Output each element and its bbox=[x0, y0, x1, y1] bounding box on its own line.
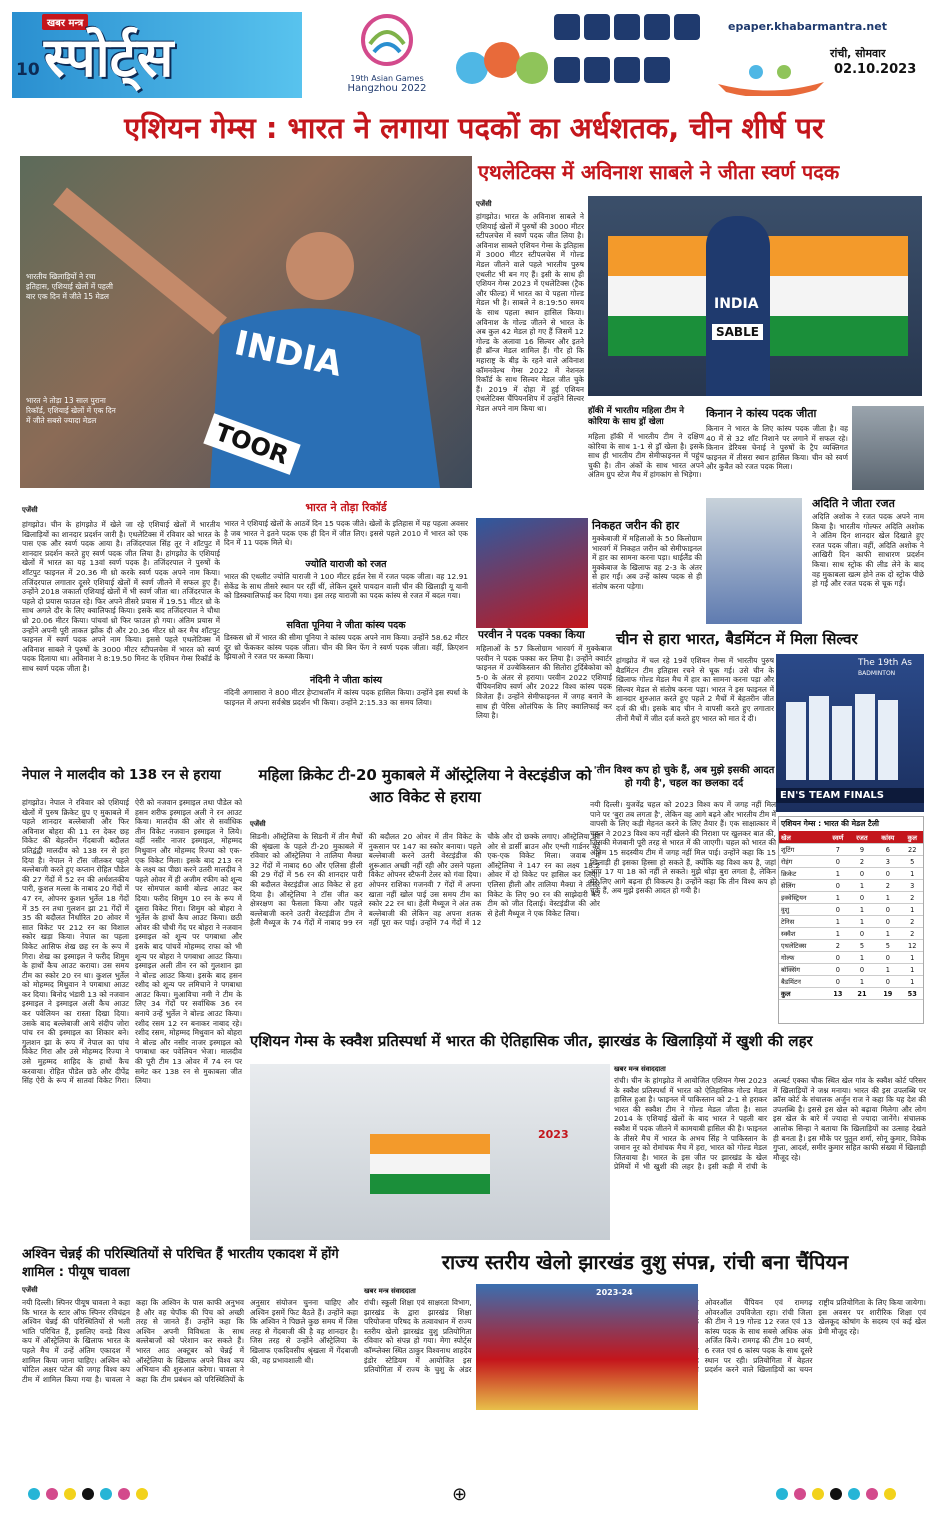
medal-table-cell: 1 bbox=[874, 964, 901, 976]
medal-table-cell: टेनिस bbox=[779, 916, 826, 928]
medal-table-cell: रोइंग bbox=[779, 856, 826, 868]
kinan-text: किनान ने भारत के लिए कांस्य पदक जीता है। वह 40 में से 32 शॉट निशाने पर लगाने में सफल रहे। किनान डेरियस चेनाई ने पुरुषों के ट्रैप व्यक्तिगत फाइनल में तीसरा स्थान हासिल किया। चीन को स्वर्ण और कुवैत को रजत पदक मिला। bbox=[706, 424, 848, 472]
medal-table-cell: शूटिंग bbox=[779, 844, 826, 856]
ashwin-text: नयी दिल्ली। स्पिनर पीयूष चावला ने कहा कि भारत के स्टार ऑफ स्पिनर रविचंद्रन अश्विन चेन्नई की परिस्थितियों से भली भांति परिचित हैं, इसलिए वनडे विश्व कप में ऑस्ट्रेलिया के खिलाफ भारत के पहले मैच में उन्हें अंतिम एकादश में शामिल किया जाना चाहिए। अश्विन को चोटिल अक्षर पटेल की जगह विश्व कप टीम में शामिल किया गया है। चावला ने कहा कि अश्विन के पास काफी अनुभव है और वह चेपॉक की पिच को अच्छी तरह से जानते हैं। उन्होंने कहा कि अश्विन अपनी विविधता के साथ बल्लेबाजों को परेशान कर सकते हैं। भारत आठ अक्टूबर को चेन्नई में ऑस्ट्रेलिया के खिलाफ अपने विश्व कप अभियान की शुरुआत करेगा। चावला ने कहा कि टीम प्रबंधन को परिस्थितियों के अनुसार संयोजन चुनना चाहिए और अश्विन इसमें फिट बैठते हैं। उन्होंने कहा कि अश्विन ने पिछले कुछ समय में जिस तरह से गेंदबाजी की है वह शानदार है। जिस तरह से उन्होंने ऑस्ट्रेलिया के खिलाफ एकदिवसीय श्रृंखला में गेंदबाजी की, वह प्रभावशाली थी। bbox=[22, 1298, 358, 1384]
nandini-sub: नंदिनी ने जीता कांस्य bbox=[309, 675, 383, 686]
medal-table-cell: 1 bbox=[850, 904, 874, 916]
medal-table-row bbox=[779, 904, 923, 916]
sable-photo bbox=[588, 196, 922, 396]
toor-caption-1: भारतीय खिलाड़ियों ने रचा इतिहास, एशियाई खेलों में पहली बार एक दिन में जीते 15 मेडल bbox=[26, 272, 113, 301]
nikhat-photo bbox=[476, 518, 588, 628]
medal-table-row bbox=[779, 964, 923, 976]
toor-photo bbox=[20, 156, 472, 488]
squash-photo bbox=[250, 1064, 610, 1240]
shooting-icon bbox=[614, 57, 640, 83]
medal-table-cell: 1 bbox=[901, 964, 923, 976]
yarraji-sub: ज्योति याराजी को रजत bbox=[305, 559, 387, 570]
main-story-agency: एजेंसी bbox=[22, 506, 38, 514]
medal-table-cell: 0 bbox=[826, 880, 850, 892]
medal-table-row bbox=[779, 892, 923, 904]
parveen-title: परवीन ने पदक पक्का किया bbox=[478, 629, 585, 641]
medal-table-cell: 1 bbox=[850, 880, 874, 892]
record-box bbox=[224, 500, 468, 752]
medal-table-cell: 1 bbox=[850, 976, 874, 988]
wushu-photo bbox=[476, 1284, 698, 1410]
sable-shirt-text: INDIA bbox=[714, 296, 759, 312]
cycling-icon bbox=[614, 14, 640, 40]
medal-table-row bbox=[779, 976, 923, 988]
medal-table-cell: 2 bbox=[901, 892, 923, 904]
archery-icon bbox=[554, 57, 580, 83]
page-number: 10 bbox=[16, 60, 40, 80]
nepal-title: नेपाल ने मालदीव को 138 रन से हराया bbox=[22, 767, 221, 783]
medal-table-cell: 0 bbox=[874, 868, 901, 880]
medal-table-cell: 2 bbox=[874, 880, 901, 892]
masthead bbox=[12, 12, 936, 98]
cricket-agency: एजेंसी bbox=[250, 820, 266, 828]
medal-table-cell: 1 bbox=[850, 916, 874, 928]
squash-title: एशियन गेम्स के स्क्वैश प्रतिस्पर्धा में भारत की ऐतिहासिक जीत, झारखंड के खिलाड़ियों में खुशी की लहर bbox=[250, 1032, 813, 1050]
nikhat-title: निकहत जरीन की हार bbox=[592, 519, 680, 532]
squash-credit: खबर मन्त्र संवाददाता bbox=[614, 1065, 666, 1073]
medal-table-header: कुल bbox=[901, 832, 923, 844]
badminton-photo bbox=[776, 654, 924, 812]
athletics-icon bbox=[554, 14, 580, 40]
toor-caption-2: भारत ने तोड़ा 13 साल पुराना रिकॉर्ड, एशियाई खेलों में एक दिन में जीते सबसे ज्यादा मेडल bbox=[26, 396, 116, 425]
medal-table-cell: 5 bbox=[850, 940, 874, 952]
medal-table-cell: 21 bbox=[850, 988, 874, 1000]
medal-table-cell: 0 bbox=[826, 976, 850, 988]
badminton-text: हांगझोउ में चल रहे 19वें एशियन गेम्स में भारतीय पुरुष बैडमिंटन टीम इतिहास रचने से चूक गई। उसे चीन के खिलाफ गोल्ड मेडल मैच में हार का सामना करना पड़ा और सिल्वर मेडल से संतोष करना पड़ा। भारत ने इस फाइनल में शानदार शुरुआत करते हुए पहले 2 मैचों में बेहतरीन जीत दर्ज की थी। इसके बाद चीन ने वापसी करते हुए लगातार तीनों मैचों में जीत दर्ज करते हुए भारत को मात दे दी। bbox=[616, 656, 774, 723]
nandini-text: नंदिनी अगासारा ने 800 मीटर हेप्टाथलॉन में कांस्य पदक हासिल किया। उन्होंने इस स्पर्धा के फाइनल में अपना सर्वश्रेष्ठ प्रदर्शन भी किया। उन्होंने 2:15.33 का समय लिया। bbox=[224, 688, 468, 707]
medal-table-cell: बॉक्सिंग bbox=[779, 964, 826, 976]
record-title: भारत ने तोड़ा रिकॉर्ड bbox=[305, 501, 387, 514]
nepal-text: हांगझोउ। नेपाल ने रविवार को एशियाई खेलों में पुरुष क्रिकेट ग्रुप ए मुकाबले में पहले शानदार बल्लेबाजी और फिर अविनाश बोहरा की 11 रन देकर छह विकेट की बेहतरीन गेंदबाजी बदौलत प्रतिद्वंद्वी मालदीव को 138 रन से हरा दिया है। नेपाल ने टॉस जीतकर पहले बल्लेबाजी करते हुए कप्तान रोहित पौडेल की 27 गेंदों में 52 रन की अर्धशतकीय पारी, कुशल मल्ला के नाबाद 20 गेंदों में 47 रन, ओपनर कुशल भुर्तेल 18 गेंदों में 35 रन तथा गुलशन झा 21 गेंदों में 35 की बदौलत निर्धारित 20 ओवर में सात विकेट पर 212 रन का विशाल स्कोर खड़ा किया। नेपाल का पहला विकेट आसिफ शेख छह रन के रूप में गिरा। शेख का इस्माइल ने फरीद शिमुम के हाथों कैच आउट कराया। उस समय टीम का स्कोर 20 रन था। कुशल भुर्तेल को मोहम्मद मिथुवान ने पगबाधा आउट कर दिया। बिनोद भंडारी 13 को नजवान इस्माइल ने इस्माइल अली कैच आउट कर पवेलियन का रास्ता दिखा दिया। उसके बाद बल्लेबाजी आये संदीप जोरा पांच रन की इस्माइल का शिकार बने। गुलशन झा के रूप में नेपाल का पांच विकेट गिरा और उसे मोहम्मद रिज्या ने उसे मुहम्मद शाहिद के हाथों कैच करवाया। रोहित पौडेल छठे और दीपेंद्र सिंह ऐरी के रूप में सातवां विकेट गिरा। ऐरी को नजवान इस्माइल तथा पौडेल को हसन शरीफ इस्माइल अली ने रन आउट किया। मालदीव की ओर से सर्वाधिक तीन विकेट नजवान इस्माइल ने लिये। वहीं नसीर नाजर इस्माइल, मोहम्मद मिथुवान और मोहम्मद रिज्या को एक-एक विकेट मिला। इसके बाद 213 रन के लक्ष्य का पीछा करने उतरी मालदीव ने पहले ओवर में ही अजीम रफीग को शून्य पर सोमपाल कामी बोल्ड आउट कर दिया। फरीद शिमुम 10 रन के रूप में दूसरा विकेट गिरा। शिमुम को बोहरा ने भुर्तेल के हाथों कैच आउट किया। छठी ओवर की चौथी गेंद पर बोहरा ने नजवान इस्माइल को शून्य पर पगबाधा और इसके बाद पांचवें मोहम्मद राफा को भी शून्य पर बोहरा ने पगबाधा आउट किया। इस्माइल अली तीन रन को गुलशान झा ने बोल्ड आउट किया। इसके बाद हसन रशीद को शून्य पर लमिचाने ने पगबाधा आउट किया। मुआविचा नमी ने टीम के लिए 34 गेंदों पर सर्वाधिक 36 रन बनाये उन्हें भुर्तेल ने बोल्ड आउट किया। रशीद रसम 12 रन बनाकर नाबाद रहे। रशीद रसम, मोहम्मद मिथुवान को बोहरा ने बोल्ड और नसीर नाजर इस्माइल को पगबाधा कर पवेलियन भेजा। मालदीव की पूरी टीम 13 ओवर में 74 रन पर समेट कर 138 रन से मुकाबला जीत लिया। bbox=[22, 798, 242, 1086]
epaper-url[interactable]: epaper.khabarmantra.net bbox=[728, 20, 887, 33]
medal-table-header: रजत bbox=[850, 832, 874, 844]
wushu-text: रांची। स्कूली शिक्षा एवं साक्षरता विभाग, झारखंड के द्वारा झारखंड शिक्षा परियोजना परिषद के तत्वावधान में राज्य स्तरीय खेलो झारखंड वुशु प्रतियोगिता रविवार को संपन्न हो गया। मेगा स्पोर्ट्स कॉम्प्लेक्स स्थित ठाकुर विश्वनाथ शाहदेव इंडोर स्टेडियम में आयोजित इस प्रतियोगिता में राज्य के चुशु के अंडर ओवरऑल चैंपियन एवं रामगढ़ ओवरऑल उपविजेता रहा। रांची जिला की टीम ने 19 गोल्ड 12 रजत एवं 13 कांस्य पदक के साथ सबसे अधिक अंक अर्जित किये। रामगढ़ की टीम 10 स्वर्ण, 6 रजत एवं 6 कांस्य पदक के साथ दूसरे स्थान पर रही। प्रतियोगिता में बेहतर प्रदर्शन करने वाले खिलाड़ियों का चयन राष्ट्रीय प्रतियोगिता के लिए किया जायेगा। इस अवसर पर शारीरिक शिक्षा एवं खेलकूद कोषांग के सदस्य एवं कई खेल प्रेमी मौजूद रहे। bbox=[364, 1298, 926, 1375]
medal-table-cell: 1 bbox=[874, 928, 901, 940]
medal-table-cell: 6 bbox=[874, 844, 901, 856]
brand-name: खबर मन्त्र bbox=[47, 18, 84, 29]
athletics-headline: एथलेटिक्स में अविनाश साबले ने जीता स्वर्ण पदक bbox=[478, 160, 840, 184]
seema-sub: सविता पूनिया ने जीता कांस्य पदक bbox=[286, 620, 406, 631]
sable-bib: SABLE bbox=[712, 324, 763, 340]
medal-table-cell: 1 bbox=[901, 952, 923, 964]
medal-table-cell: 0 bbox=[874, 976, 901, 988]
medal-table-cell: 0 bbox=[850, 892, 874, 904]
medal-table-cell: 1 bbox=[901, 904, 923, 916]
cricket-text: सिडनी। ऑस्ट्रेलिया के सिडनी में तीन मैचों की श्रृंखला के पहले टी-20 मुकाबले में रविवार को ऑस्ट्रेलिया ने तालिया मैक्ग्रा 32 गेंदों में नाबाद 60 और एलिसा हीली की 29 गेंदों में 56 रन की शानदार पारी की बदौलत वेस्टइंडीज आठ विकेट से हरा दिया है। ऑस्ट्रेलिया ने टॉस जीत कर क्षेत्ररक्षण का फैसला किया और पहले बल्लेबाजी करने उतरी वेस्टइंडीज टीम ने हेली मैथ्यूज के 74 गेंदों में नाबाद 99 रन की बदौलत 20 ओवर में तीन विकेट के नुकसान पर 147 का स्कोर बनाया। पहले बल्लेबाजी करने उतरी वेस्टइंडीज की शुरूआत अच्छी नहीं रही और उसने पहला विकेट ओपनर स्टैफनी टेलर को गंवा दिया। ओपनर राशिका गजनवी 7 गेंदों में अपना खाता नहीं खोल पाई उस समय टीम का स्कोर 22 रन था। हेली मैथ्यूज ने अंत तक बल्लेबाजी की लेकिन वह अपना शतक नहीं पूरा कर पाई। उन्होंने 74 गेंदों में 12 चौके और दो छक्के लगाए। ऑस्ट्रेलिया की ओर से डार्सी ब्राउन और एश्ली गार्डनर को एक-एक विकेट मिला। जवाब में ऑस्ट्रेलिया ने 147 रन का लक्ष्य 18.2 ओवर में दो विकेट पर हासिल कर लिया। एलिसा हीली और तालिया मैक्ग्रा ने तीसरे विकेट के लिए 90 रन की साझेदारी कर टीम को जीत दिलाई। वेस्टइंडीज की ओर से हेली मैथ्यूज ने एक विकेट लिया। bbox=[250, 832, 600, 928]
nikhat-text: मुक्केबाजी में महिलाओं के 50 किलोग्राम भारवर्ग में निकहत जरीन को सेमीफाइनल में हार का सामना करना पड़ा। थाईलैंड की मुक्केबाज के खिलाफ वह 2-3 के अंतर से हार गईं। अब उन्हें कांस्य पदक से ही संतोष करना पड़ेगा। bbox=[592, 534, 702, 591]
medal-table bbox=[779, 832, 923, 1000]
nikhat-portrait bbox=[706, 498, 802, 624]
wushu-banner: 2023-24 bbox=[596, 1288, 633, 1297]
section-title: स्पोर्ट्स bbox=[44, 26, 174, 89]
issue-date: 02.10.2023 bbox=[834, 62, 917, 77]
medal-table-cell: गोल्फ bbox=[779, 952, 826, 964]
medal-table-title: एशियन गेम्स : भारत की मेडल टैली bbox=[779, 817, 923, 832]
games-event-name: 19th Asian Games bbox=[350, 74, 424, 83]
sport-icons-grid bbox=[554, 14, 702, 96]
swimming-icon bbox=[584, 14, 610, 40]
medal-table-cell: स्क्वैश bbox=[779, 928, 826, 940]
wrestling-icon bbox=[584, 57, 610, 83]
boxing-icon bbox=[644, 14, 670, 40]
medal-table-cell: 2 bbox=[901, 928, 923, 940]
medal-table-cell: 2 bbox=[850, 856, 874, 868]
footer-color-marks-left bbox=[28, 1488, 168, 1502]
badminton-banner: EN'S TEAM FINALS bbox=[776, 788, 924, 803]
wushu-credit: खबर मन्त्र संवाददाता bbox=[364, 1287, 416, 1295]
games-city: Hangzhou 2022 bbox=[347, 83, 427, 94]
toor-shirt-text: INDIA bbox=[231, 323, 346, 385]
medal-table-cell: 3 bbox=[901, 880, 923, 892]
gymnastics-icon bbox=[674, 14, 700, 40]
dragon-boat-icon bbox=[716, 48, 826, 96]
main-headline-text: एशियन गेम्स : भारत ने लगाया पदकों का अर्धशतक, चीन शीर्ष पर bbox=[124, 111, 824, 145]
medal-table-cell: सेलिंग bbox=[779, 880, 826, 892]
medal-table-cell: 13 bbox=[826, 988, 850, 1000]
squash-wall-sign: 2023 bbox=[538, 1128, 569, 1141]
medal-table-row bbox=[779, 940, 923, 952]
record-text: भारत ने एशियाई खेलों के आठवें दिन 15 पदक जीते। खेलों के इतिहास में यह पहला अवसर है जब भारत ने इतने पदक एक ही दिन में जीत लिए। इससे पहले 2010 में भारत को एक दिन में 11 पदक मिले थे। bbox=[224, 519, 468, 548]
mascots-left bbox=[452, 30, 552, 92]
medal-table-cell: 0 bbox=[826, 964, 850, 976]
squash-flag bbox=[370, 1134, 490, 1194]
hockey-text: महिला हॉकी में भारतीय टीम ने दक्षिण कोरिया के साथ 1-1 से ड्रॉ खेला है। इसके साथ ही भारतीय टीम सेमीफाइनल में पहुंच चुकी है। तीन अंकों के साथ भारत अपने अंतिम ग्रुप स्टेज मैच में हांगकांग से भिड़ेगा। bbox=[588, 432, 704, 480]
medal-table-cell: बैडमिंटन bbox=[779, 976, 826, 988]
medal-table-cell: 1 bbox=[826, 868, 850, 880]
ashwin-agency: एजेंसी bbox=[22, 1286, 38, 1294]
medal-table-cell: 1 bbox=[850, 952, 874, 964]
mascots-icon bbox=[452, 30, 552, 92]
medal-table-header: खेल bbox=[779, 832, 826, 844]
seema-text: डिस्कस थ्रो में भारत की सीमा पूनिया ने कांस्य पदक अपने नाम किया। उन्होंने 58.62 मीटर दूर थ्रो फेंककर कांस्य पदक जीता। चीन की बिन फेंग ने स्वर्ण पदक जीता। वहीं, क्रिएशन झियाओ ने रजत पर कब्जा किया। bbox=[224, 633, 468, 662]
parveen-text: महिलाओं के 57 किलोग्राम भारवर्ग में मुक्केबाज परवीन ने पदक पक्का कर लिया है। उन्होंने क्वार्टर फाइनल में उज्बेकिस्तान की सितोरा टुर्दिबेकोवा को 5-0 के अंतर से हराया। परवीन 2022 एशियाई चैंपियनशिप स्वर्ण और 2022 विश्व कांस्य पदक विजेता हैं। उन्होंने सेमीफाइनल में जगह बनाने के साथ ही पेरिस ओलंपिक के लिए क्वालिफाई कर लिया है। bbox=[476, 644, 612, 721]
sable-article: हांगझोउ। भारत के अविनाश साबले ने एशियाई खेलों में पुरुषों की 3000 मीटर स्टीपलचेस में स्वर्ण पदक जीत लिया है। अविनाश साबले एशियन गेम्स के इतिहास में 3000 मीटर स्टीपलचेस में गोल्ड मेडल जीतने वाले पहले भारतीय पुरुष एथलीट भी बन गए हैं। इसी के साथ ही एशियन गेम्स 2023 में एथलेटिक्स (ट्रैक और फील्ड) में भारत का ये पहला गोल्ड मेडल भी है। साबले ने 8:19:50 समय के साथ पहला स्थान हासिल किया। अविनाश के गोल्ड जीतने से भारत के अब कुल 42 मेडल हो गए हैं जिसमें 12 गोल्ड के अलावा 16 सिल्वर और इतने ही ब्रॉन्ज मेडल शामिल हैं। गौर हो कि महाराष्ट्र के बीड़ के रहने वाले अविनाश कॉमनवेल्थ गेम्स 2022 में नेशनल रिकॉर्ड के साथ सिल्वर मेडल जीत चुके हैं। 2019 में दोहा में हुई एशियन एथलेटिक्स चैंपियनशिप में उन्होंने सिल्वर मेडल अपने नाम किया था। bbox=[476, 212, 584, 413]
medal-table-cell: 2 bbox=[826, 940, 850, 952]
medal-table-cell: कुल bbox=[779, 988, 826, 1000]
place-day: रांची, सोमवार bbox=[830, 47, 886, 60]
medal-table-row bbox=[779, 868, 923, 880]
medal-table-cell: इक्वेस्ट्रियन bbox=[779, 892, 826, 904]
footer-color-marks-right bbox=[776, 1488, 916, 1502]
squash-text: रांची। चीन के हांगझोउ में आयोजित एशियन गेम्स 2023 के स्क्वैश प्रतिस्पर्धा में भारत को ऐतिहासिक गोल्ड मेडल हासिल हुआ है। फाइनल में पाकिस्तान को 2-1 से हराकर भारत की स्क्वैश टीम ने गोल्ड मेडल जीता है। साल 2014 के एशियाई खेलों के बाद भारत ने पहली बार स्क्वैश में पदक जीतने में कामयाबी हासिल की है। फाइनल के तीसरे मैच में भारत के अभय सिंह ने पाकिस्तान के जमान नूर को रोमांचक मैच में हरा, भारत को गोल्ड मेडल जितवाया है। भारत के इस जीत पर झारखंड के खेल प्रेमियों में भी खुशी की लहर है। इसी कड़ी में रांची के अल्बर्ट एक्का चौक स्थित खेल गांव के स्क्वैश कोर्ट परिसर में खिलाड़ियों ने जश्न मनाया। भारत की इस उपलब्धि पर क्रॉस कोर्ट के संचालक अर्जुन राज ने कहा कि यह देश की उपलब्धि है। इससे इस खेल को बढ़ावा मिलेगा और लोग इस खेल के बारे में ज्यादा से ज्यादा जानेंगे। संचालक आलोक सिन्हा ने बताया कि खिलाड़ियों का उत्साह देखते ही बनता है। इस मौके पर पुतुल शर्मा, सोनू कुमार, विवेक गुप्ता, आदर्श, समीर कुमार सहित काफी संख्या में खिलाड़ी मौजूद रहे। bbox=[614, 1076, 926, 1172]
medal-table-cell: क्रिकेट bbox=[779, 868, 826, 880]
dragon-boat-illustration bbox=[716, 48, 826, 96]
asian-games-logo bbox=[332, 14, 442, 94]
ashwin-title: अश्विन चेन्नई की परिस्थितियों से परिचित हैं भारतीय एकादश में होंगे शामिल : पीयूष चावला bbox=[22, 1247, 339, 1280]
medal-table-cell: 1 bbox=[874, 892, 901, 904]
weightlifting-icon bbox=[644, 57, 670, 83]
hangzhou-logo-icon bbox=[332, 14, 442, 70]
medal-table-cell: 0 bbox=[826, 952, 850, 964]
medal-table-cell: 0 bbox=[850, 964, 874, 976]
medal-table-cell: 5 bbox=[874, 940, 901, 952]
main-story-text: हांगझोउ। चीन के हांगझोउ में खेले जा रहे एशियाई खेलों में भारतीय खिलाड़ियों का शानदार प्रदर्शन जारी है। एथलेटिक्स में रविवार को भारत के पास एक और स्वर्ण पदक आया है। तजिंदरपाल सिंह तूर ने शॉटपुट में शानदार प्रदर्शन करते हुए स्वर्ण पदक जीत लिया है। हांगझोउ के एशियाई खेलों में भारत का यह 13वां स्वर्ण पदक है। तजिंदरपाल ने पुरुषों के शॉटपुट फाइनल में 20.36 मी थ्रो करके स्वर्ण पदक अपने नाम किया। तजिंदरपाल लगातार दूसरे एशियाई खेलों में स्वर्ण जीतने में सफल हुए हैं। उन्होंने 2018 जकार्ता एशियाई खेलों में भी स्वर्ण जीता था। तजिंदरपाल के पहले दो प्रयास फाउल रहे। फिर अपने तीसरे प्रयास में 19.51 मीटर थ्रो के साथ अगले दौर के लिए क्वालिफाई किया। इसके बाद तजिंदरपाल ने चौथा थ्रो 20.06 मीटर किया। पांचवां थ्रो फिर फाउल हो गया। अंतिम प्रयास में उन्होंने अपनी पूरी ताकत झोंक दी और 20.36 मीटर थ्रो कर मैच शॉटपुट फाइनल में स्वर्ण पदक अपने नाम किया। इससे पहले एथलेटिक्स में अविनाश साबले ने पुरुषों के 3000 मीटर स्टीपलचेस में भारत को स्वर्ण पदक दिलाया था। अविनाश ने 8:19.50 मिनट के एशियन गेम्स रिकॉर्ड के साथ स्वर्ण पदक जीता है। bbox=[22, 520, 220, 673]
kinan-photo bbox=[852, 406, 924, 490]
medal-table-cell: 0 bbox=[874, 904, 901, 916]
badminton-title: चीन से हारा भारत, बैडमिंटन में मिला सिल्वर bbox=[616, 630, 858, 648]
medal-table-cell: 5 bbox=[901, 856, 923, 868]
medal-table-cell: 22 bbox=[901, 844, 923, 856]
medal-table-row bbox=[779, 880, 923, 892]
medal-table-row bbox=[779, 916, 923, 928]
medal-table-cell: 1 bbox=[901, 868, 923, 880]
hockey-title: हॉकी में भारतीय महिला टीम ने कोरिया के साथ ड्रॉ खेला bbox=[588, 406, 685, 427]
registration-mark-icon: ⊕ bbox=[452, 1484, 468, 1505]
medal-table-cell: 53 bbox=[901, 988, 923, 1000]
badminton-sub-banner: BADMINTON bbox=[858, 670, 896, 677]
medal-table-row bbox=[779, 952, 923, 964]
medal-table-cell: 0 bbox=[850, 928, 874, 940]
sable-agency: एजेंसी bbox=[476, 200, 492, 208]
medal-table-cell: 0 bbox=[874, 916, 901, 928]
toor-bib: TOOR bbox=[203, 413, 300, 474]
aditi-title: अदिति ने जीता रजत bbox=[812, 497, 895, 510]
medal-table-cell: 3 bbox=[874, 856, 901, 868]
medal-table-cell: 0 bbox=[826, 856, 850, 868]
aditi-text: अदिति अशोक ने रजत पदक अपने नाम किया है। भारतीय गोल्फर अदिति अशोक ने अंतिम दिन शानदार खेल दिखाते हुए रजत पदक जीता। वहीं, अदिति अशोक ने आखिरी दिन काफी साधारण प्रदर्शन किया। साथ स्ट्रोक की लीड लेने के बाद वह मुकाबला खत्म होने तक दो स्ट्रोक पीछे हो गईं और रजत पदक से चूक गईं। bbox=[812, 512, 924, 589]
main-headline bbox=[12, 104, 936, 152]
badminton-team bbox=[786, 688, 914, 780]
medal-table-row bbox=[779, 856, 923, 868]
medal-table-cell: 0 bbox=[826, 904, 850, 916]
yarraji-text: भारत की एथलीट ज्योति याराजी ने 100 मीटर हर्डल रेस में रजत पदक जीता। वह 12.91 सेकेंड के साथ तीसरे स्थान पर रहीं थीं, लेकिन दूसरे पायदान वाली चीन की खिलाड़ी यू यानी को डिस्क्वालिफाई कर दिया गया। इस तरह याराजी का पदक कांस्य से रजत में बदल गया। bbox=[224, 572, 468, 601]
medal-table-header: स्वर्ण bbox=[826, 832, 850, 844]
medal-table-cell: 0 bbox=[874, 952, 901, 964]
cricket-title: महिला क्रिकेट टी-20 मुकाबले में ऑस्ट्रेलिया ने वेस्टइंडीज को आठ विकेट से हराया bbox=[258, 766, 592, 806]
kinan-title: किनान ने कांस्य पदक जीता bbox=[706, 407, 817, 420]
medal-table-cell: 1 bbox=[826, 916, 850, 928]
medal-table-row bbox=[779, 844, 923, 856]
medal-table-row bbox=[779, 988, 923, 1000]
wushu-title: राज्य स्तरीय खेलो झारखंड वुशु संपन्न, रांची बना चैंपियन bbox=[441, 1250, 849, 1274]
medal-table-cell: 1 bbox=[826, 928, 850, 940]
medal-table-cell: 12 bbox=[901, 940, 923, 952]
medal-table-cell: वुशु bbox=[779, 904, 826, 916]
medal-table-row bbox=[779, 928, 923, 940]
medal-table-cell: 1 bbox=[826, 892, 850, 904]
medal-table-cell: 9 bbox=[850, 844, 874, 856]
quote-title: 'तीन विश्व कप हो चुके हैं, अब मुझे इसकी आदत हो गयी है', चहल का छलका दर्द bbox=[593, 765, 775, 789]
badminton-games-banner: The 19th As bbox=[858, 658, 912, 668]
medal-table-cell: एथलेटिक्स bbox=[779, 940, 826, 952]
medal-table-header: कांस्य bbox=[874, 832, 901, 844]
medal-table-box bbox=[778, 816, 924, 1024]
medal-table-cell: 19 bbox=[874, 988, 901, 1000]
quote-text: नयी दिल्ली। युजवेंद्र चहल को 2023 विश्व कप में जगह नहीं मिल पाने पर 'बुरा तब लगता है', लेकिन वह आगे बढ़ने और भारतीय टीम में वापसी के लिए कड़ी मेहनत करने के लिए तैयार हैं। एक साक्षात्कार में चहल ने 2023 विश्व कप नहीं खेलने की निराशा पर खुलकर बात की, जिसकी मेजबानी पूरी तरह से भारत में की जाएगी। चहल को भारत की अंतिम 15 सदस्यीय टीम में जगह नहीं मिल पाई। उन्होंने कहा कि 15 खिलाड़ी ही इसका हिस्सा हो सकते हैं, क्योंकि यह विश्व कप है, जहां आप 17 या 18 को नहीं ले सकते। मुझे थोड़ा बुरा लगता है, लेकिन मेरे लिए आगे बढ़ना ही विकल्प है। उन्होंने कहा कि तीन विश्व कप हो चुके हैं, अब मुझे इसकी आदत हो गयी है। bbox=[590, 800, 776, 896]
medal-table-cell: 2 bbox=[901, 916, 923, 928]
medal-table-cell: 7 bbox=[826, 844, 850, 856]
medal-table-cell: 1 bbox=[901, 976, 923, 988]
medal-table-cell: 0 bbox=[850, 868, 874, 880]
